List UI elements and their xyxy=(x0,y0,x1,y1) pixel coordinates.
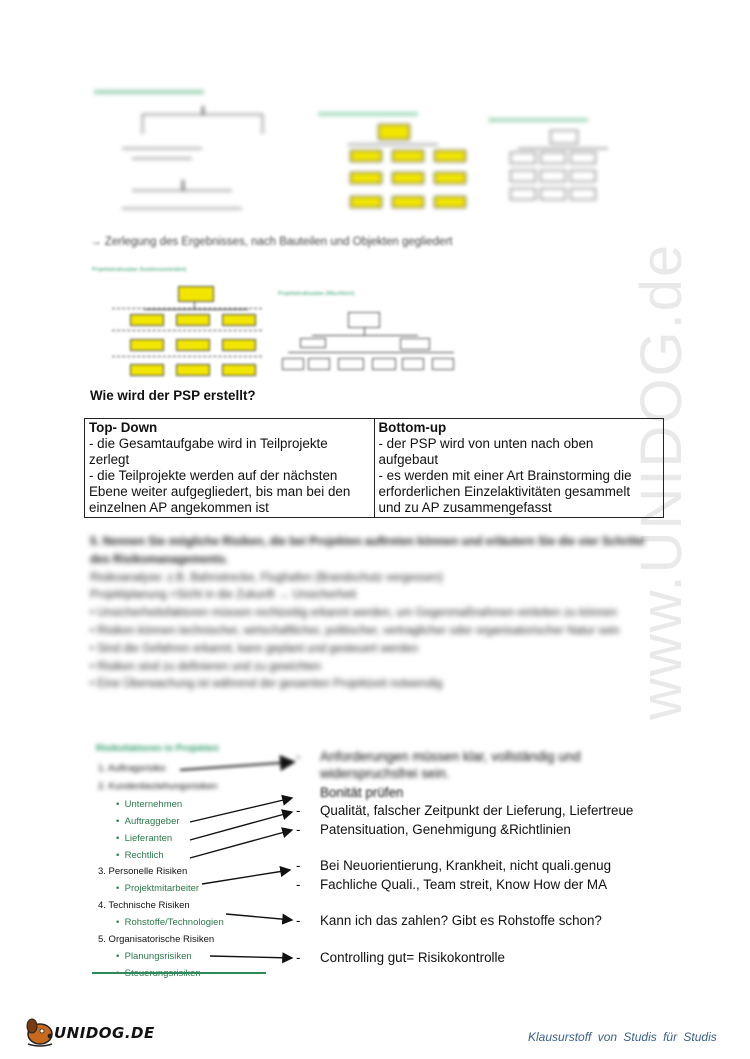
arrow-unternehmen xyxy=(190,798,292,822)
risk-item: 1. Auftragsrisiko xyxy=(98,763,166,774)
bottomup-line: - es werden mit einer Art Brainstorming die xyxy=(378,468,632,483)
answer-dash: - xyxy=(296,749,301,764)
bottomup-line: - der PSP wird von unten nach oben xyxy=(378,436,594,451)
answer-item: Bei Neuorientierung, Krankheit, nicht quali.genug xyxy=(320,858,612,873)
answer-dash: - xyxy=(296,803,301,818)
topdown-line: Ebene weiter aufgegliedert, bis man bei den xyxy=(89,484,351,499)
topdown-header: Top- Down xyxy=(89,420,158,435)
answer-dash: - xyxy=(296,877,301,892)
blur-line: • Unsicherheitsfaktoren müssen rechtzeitig erkannt werden, um Gegenmaßnahmen einleiten zu können xyxy=(90,607,617,620)
risk-subitem: • Lieferanten xyxy=(116,833,173,844)
risk-subitem: • Rohstoffe/Technologien xyxy=(116,917,224,928)
answer-dash: - xyxy=(296,858,301,873)
blur-line: • Eine Überwachung ist während der gesamten Projektzeit notwendig xyxy=(90,678,443,691)
zerlegung-line: → Zerlegung des Ergebnisses, nach Bauteilen und Objekten gegliedert xyxy=(90,236,453,248)
bottomup-line: und zu AP zusammengefasst xyxy=(378,500,552,515)
footer-tagline: Klausurstoff von Studis für Studis xyxy=(528,1030,717,1044)
answer-dash: - xyxy=(296,950,301,965)
watermark: www.UNIDOG.de xyxy=(629,242,694,720)
psp-question: Wie wird der PSP erstellt? xyxy=(90,388,256,403)
blur-line: • Sind die Gefahren erkannt, kann geplant und gesteuert werden xyxy=(90,642,419,655)
answer-dash: - xyxy=(296,913,301,928)
answer-item: Controlling gut= Risikokontrolle xyxy=(320,950,505,965)
answer-item: Qualität, falscher Zeitpunkt der Lieferung, Liefertreue xyxy=(320,803,634,818)
risk-item: 4. Technische Risiken xyxy=(98,900,190,911)
footer-logo[interactable] xyxy=(22,1014,155,1048)
arrow-planungsrisiken xyxy=(210,956,292,958)
risk-item: 2. Kundenbeziehungsrisiken xyxy=(98,781,218,792)
answer-item: Patensituation, Genehmigung &Richtlinien xyxy=(320,822,571,837)
diagram-funktion-title: Projektstrukturplan (funktionsorientiert) xyxy=(92,267,187,273)
dog-logo-icon xyxy=(22,1014,56,1048)
topdown-line: - die Teilprojekte werden auf der nächsten xyxy=(89,468,338,483)
risk-item: 5. Organisatorische Risiken xyxy=(98,934,215,945)
risk-factors-title: Risikofaktoren in Projekten xyxy=(96,743,220,754)
topdown-line: - die Gesamtaufgabe wird in Teilprojekte xyxy=(89,436,328,451)
risk-subitem: • Rechtlich xyxy=(116,850,164,861)
diagram-misch-title: Projektstrukturplan (Mischform) xyxy=(278,291,355,297)
logo-text: UNIDOG.DE xyxy=(54,1024,155,1042)
arrow-auftraggeber xyxy=(190,812,292,840)
risk-subitem: • Projektmitarbeiter xyxy=(116,883,200,894)
blur-line: Projektplanung =Sicht in die Zukunft → Unsicherheit xyxy=(90,589,357,602)
risk-subitem: • Auftraggeber xyxy=(116,816,180,827)
topdown-line: zerlegt xyxy=(89,452,130,467)
arrow-lieferanten xyxy=(190,830,292,858)
blur-line: • Risiken können technischer, wirtschaftlicher, politischer, vertraglicher oder organisatorischer Natur sein xyxy=(90,624,620,637)
risk-question: 5. Nennen Sie mögliche Risiken, die bei Projekten auftreten können und erläutern Sie die vier Schritte des Risikomanagements. xyxy=(90,536,645,566)
risk-subitem: • Unternehmen xyxy=(116,799,183,810)
answer-item: Anforderungen müssen klar, vollständig und widerspruchsfrei sein. xyxy=(320,749,581,781)
bottomup-line: aufgebaut xyxy=(378,452,439,467)
answer-item: Bonität prüfen xyxy=(320,785,404,800)
answer-item: Kann ich das zahlen? Gibt es Rohstoffe schon? xyxy=(320,913,602,928)
arrow-rohstoffe xyxy=(226,914,292,920)
topdown-line: einzelnen AP angekommen ist xyxy=(89,500,269,515)
risk-subitem: • Planungsrisiken xyxy=(116,951,192,962)
blur-line: Risikoanalyse: z.B. Bahnstrecke, Flughafen (Brandschutz vergessen) xyxy=(90,571,443,584)
answer-dash: - xyxy=(296,822,301,837)
arrow-auftragsrisiko xyxy=(180,762,294,770)
risk-item: 3. Personelle Risiken xyxy=(98,866,188,877)
answer-item: Fachliche Quali., Team streit, Know How der MA xyxy=(320,877,608,892)
bottomup-header: Bottom-up xyxy=(378,420,447,435)
arrow-projektmitarbeiter xyxy=(202,870,290,884)
bottomup-line: erforderlichen Einzelaktivitäten gesammelt xyxy=(378,484,631,499)
blur-line: • Risiken sind zu definieren und zu gewichten xyxy=(90,660,321,673)
